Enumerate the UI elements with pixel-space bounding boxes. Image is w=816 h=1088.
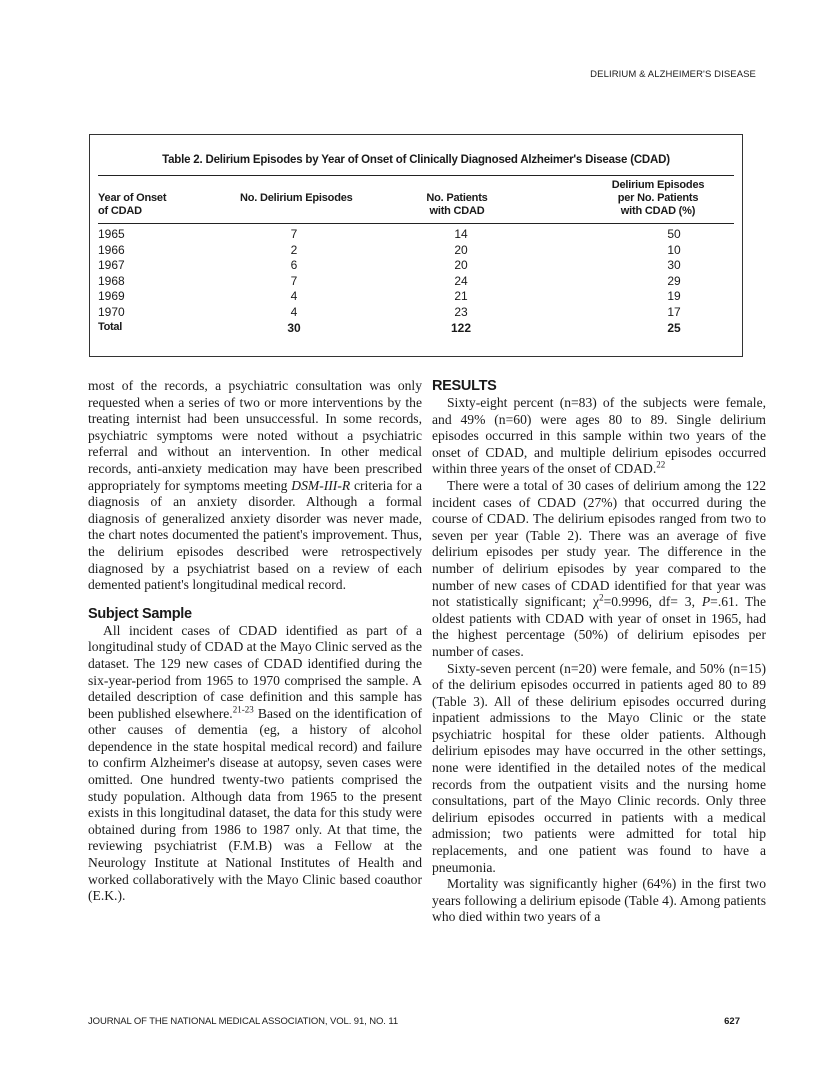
cell-year: 1966 (98, 242, 125, 257)
citation-superscript: 21-23 (232, 704, 254, 715)
cell-patients: 14 (454, 227, 468, 241)
header-line: with CDAD (%) (620, 205, 696, 217)
paragraph (432, 478, 766, 661)
citation-superscript: 22 (656, 459, 666, 470)
paragraph (88, 623, 422, 905)
cell-episodes: 2 (290, 242, 298, 257)
header-line: No. Delirium Episodes (240, 192, 353, 204)
cell-percent: 50 (667, 227, 681, 241)
cell-percent: 30 (667, 258, 681, 273)
left-column (88, 378, 422, 905)
header-line: per No. Patients (617, 192, 699, 204)
paragraph: Mortality was significantly higher (64%) in the first two years following a delirium episode (Table 4). Among patients who died within two years of a (432, 876, 766, 925)
cell-year: 1969 (98, 289, 125, 304)
cell-percent: 19 (667, 289, 681, 304)
table-row (98, 274, 734, 290)
page-number: 627 (724, 1016, 740, 1027)
text-run: =0.9996, df= 3, (603, 594, 702, 610)
header-no-delirium-episodes (240, 192, 370, 205)
table-top-rule (98, 175, 734, 176)
table-row (98, 289, 734, 305)
text-run: most of the records, a psychiatric consultation was only requested when a series of two or more interventions by the treating internist had been unsuccessful. In some records, psychiatric symptoms were noted without a psychiatric referral and without an intervention. In other medical records, anti-anxiety medication may have been prescribed appropriately for symptoms meeting (88, 378, 422, 493)
table-2 (89, 134, 743, 357)
header-year-of-onset (98, 192, 166, 218)
table-row (98, 305, 734, 321)
section-heading-subject-sample: Subject Sample (88, 605, 192, 622)
cell-percent: 29 (667, 273, 681, 288)
cell-year: 1967 (98, 258, 125, 273)
paragraph (88, 378, 422, 594)
cell-patients: 24 (454, 273, 468, 288)
cell-episodes: 7 (290, 273, 298, 288)
cell-episodes: 7 (290, 227, 298, 241)
cell-total-percent: 25 (667, 320, 681, 335)
header-line: of CDAD (98, 205, 142, 217)
header-line: No. Patients (426, 192, 488, 204)
table-total-row (98, 321, 734, 337)
header-episodes-per-patients (598, 179, 718, 218)
text-run: =.61. The oldest patients with CDAD with year of onset in 1965, had the highest percentage (50%) of delirium episodes per number of cases. (432, 594, 766, 659)
table-header-rule (98, 223, 734, 224)
table-body (98, 227, 734, 336)
header-no-patients (402, 192, 512, 218)
text-run: criteria for a diagnosis of an anxiety disorder. Although a formal diagnosis of generalized anxiety disorder was never made, the chart notes documented the patient's improvement. Thus, the delirium episodes described were retrospectively diagnosed by a psychiatrist based on a review of each demented patient's longitudinal medical record. (88, 477, 422, 593)
cell-total-episodes: 30 (287, 320, 301, 335)
text-run: All incident cases of CDAD identified as part of a longitudinal study of CDAD at the Mayo Clinic served as the dataset. The 129 new cases of CDAD identified during the six-year-period from 1965 to 1970 comprised the sample. A detailed description of case definition and this sample has been published elsewhere. (88, 622, 422, 721)
cell-patients: 23 (454, 304, 468, 319)
cell-patients: 20 (454, 242, 468, 257)
section-heading-results: RESULTS (432, 378, 497, 394)
cell-patients: 21 (454, 289, 468, 304)
cell-percent: 10 (667, 242, 681, 257)
cell-episodes: 4 (290, 304, 298, 319)
text-run: Sixty-eight percent (n=83) of the subjects were female, and 49% (n=60) were ages 80 to 89. Single delirium episodes occurred in this sample within two years of the onset of CDAD, and multiple delirium episodes occurred within three years of the onset of CDAD. (432, 395, 766, 477)
running-head: DELIRIUM & ALZHEIMER'S DISEASE (590, 69, 756, 80)
paragraph (432, 395, 766, 478)
table-row (98, 227, 734, 243)
right-column (432, 378, 766, 926)
cell-percent: 17 (667, 304, 681, 319)
cell-episodes: 6 (290, 258, 298, 273)
cell-year: 1970 (98, 304, 125, 319)
header-line: Delirium Episodes (611, 179, 705, 191)
cell-patients: 20 (454, 258, 468, 273)
cell-episodes: 4 (290, 289, 298, 304)
header-line: with CDAD (429, 205, 485, 217)
header-line: Year of Onset (98, 192, 167, 204)
text-run-italic: DSM-III-R (291, 477, 351, 493)
text-run: There were a total of 30 cases of delirium among the 122 incident cases of CDAD (27%) that occurred during the course of CDAD. The delirium episodes ranged from two to seven per year (Table 2). There was an average of five delirium episodes per study year. The difference in the number of delirium episodes by year compared to the number of new cases of CDAD identified for that year was not statistically significant; χ (432, 477, 766, 610)
text-run-italic: P (701, 594, 711, 610)
table-row (98, 258, 734, 274)
cell-total-label: Total (98, 320, 122, 333)
paragraph: Sixty-seven percent (n=20) were female, and 50% (n=15) of the delirium episodes occurred in patients aged 80 to 89 (Table 3). All of these delirium episodes occurred during inpatient admissions to the Mayo Clinic or the state psychiatric hospital for these older patients. Although delirium episodes may have occurred in the other settings, none were identified in the detailed notes of the medical records from the outpatient visits and the nursing home consultations, part of the Mayo Clinic records. Only three delirium episodes occurred in patients with a medical admission; two patients were admitted for total hip replacements, and one patient was found to have a pneumonia. (432, 660, 766, 875)
text-run: Based on the identification of other causes of dementia (eg, a history of alcohol dependence in the state hospital medical record) and failure to confirm Alzheimer's disease at autopsy, seven cases were omitted. One hundred twenty-two patients comprised the study population. Although data from 1965 to the present exists in this longitudinal dataset, the data for this study were obtained during from 1986 to 1987 only. At that time, the reviewing psychiatrist (F.M.B) was a Fellow at the Neurology Institute at National Institutes of Health and worked collaboratively with the Mayo Clinic based coauthor (E.K.). (88, 705, 423, 904)
cell-year: 1968 (98, 273, 125, 288)
footer-journal: JOURNAL OF THE NATIONAL MEDICAL ASSOCIATION, VOL. 91, NO. 11 (88, 1016, 399, 1027)
table-title: Table 2. Delirium Episodes by Year of Onset of Clinically Diagnosed Alzheimer's Disease (CDAD) (162, 154, 670, 166)
cell-total-patients: 122 (450, 320, 472, 335)
cell-year: 1965 (98, 227, 125, 241)
superscript: 2 (599, 592, 604, 603)
table-row (98, 243, 734, 259)
